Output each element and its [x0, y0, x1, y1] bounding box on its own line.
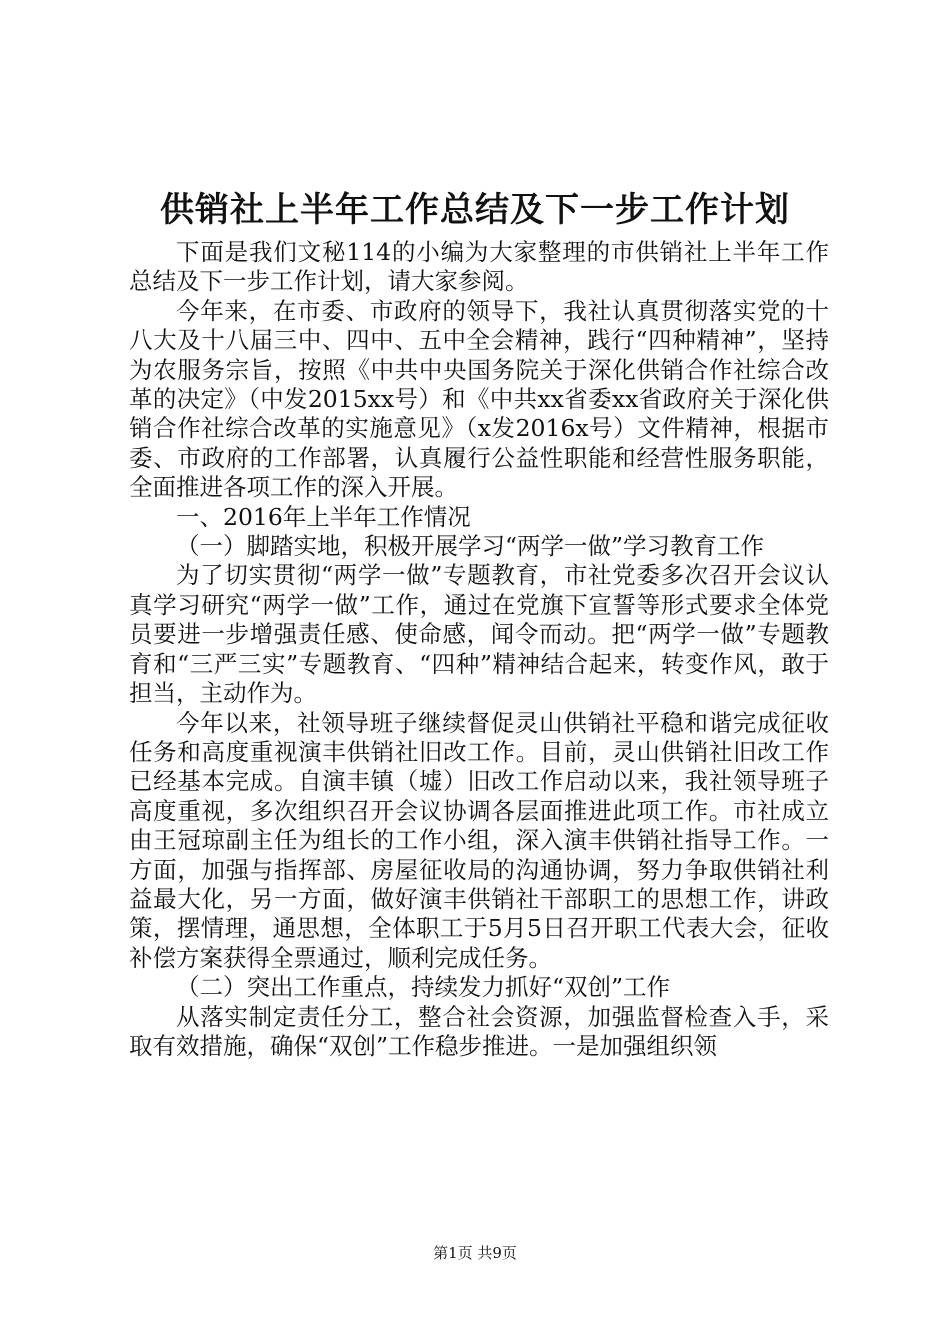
subsection-heading-1: （一）脚踏实地，积极开展学习“两学一做”学习教育工作	[176, 532, 765, 561]
paragraph-shuangchuang: 从落实制定责任分工，整合社会资源，加强监督检查入手，采取有效措施，确保“双创”工作稳步推进。一是加强组织领	[129, 1002, 829, 1060]
paragraph-intro: 下面是我们文秘114的小编为大家整理的市供销社上半年工作总结及下一步工作计划，请大家参阅。	[129, 238, 829, 296]
paragraph-renovation: 今年以来，社领导班子继续督促灵山供销社平稳和谐完成征收任务和高度重视演丰供销社旧改工作。目前，灵山供销社旧改工作已经基本完成。自演丰镇（墟）旧改工作启动以来，我社领导班子高度重视，多次组织召开会议协调各层面推进此项工作。市社成立由王冠琼副主任为组长的工作小组，深入演丰供销社指导工作。一方面，加强与指挥部、房屋征收局的沟通协调，努力争取供销社利益最大化，另一方面，做好演丰供销社干部职工的思想工作，讲政策，摆情理，通思想，全体职工于5月5日召开职工代表大会，征收补偿方案获得全票通过，顺利完成任务。	[129, 708, 829, 972]
subsection-heading-2: （二）突出工作重点，持续发力抓好“双创”工作	[176, 973, 671, 1002]
paragraph-overview: 今年来，在市委、市政府的领导下，我社认真贯彻落实党的十八大及十八届三中、四中、五中全会精神，践行“四种精神”，坚持为农服务宗旨，按照《中共中央国务院关于深化供销合作社综合改革的决定》（中发2015xx号）和《中共xx省委xx省政府关于深化供销合作社综合改革的实施意见》（x发2016x号）文件精神，根据市委、市政府的工作部署，认真履行公益性职能和经营性服务职能，全面推进各项工作的深入开展。	[129, 296, 829, 502]
document-title: 供销社上半年工作总结及下一步工作计划	[160, 190, 790, 230]
paragraph-study-education: 为了切实贯彻“两学一做”专题教育，市社党委多次召开会议认真学习研究“两学一做”工作，通过在党旗下宣誓等形式要求全体党员要进一步增强责任感、使命感，闻令而动。把“两学一做”专题教育和“三严三实”专题教育、“四种”精神结合起来，转变作风，敢于担当，主动作为。	[129, 561, 829, 708]
document-body	[129, 238, 829, 1061]
page-footer: 第1页 共9页	[433, 1244, 517, 1262]
section-heading-1: 一、2016年上半年工作情况	[176, 502, 471, 531]
